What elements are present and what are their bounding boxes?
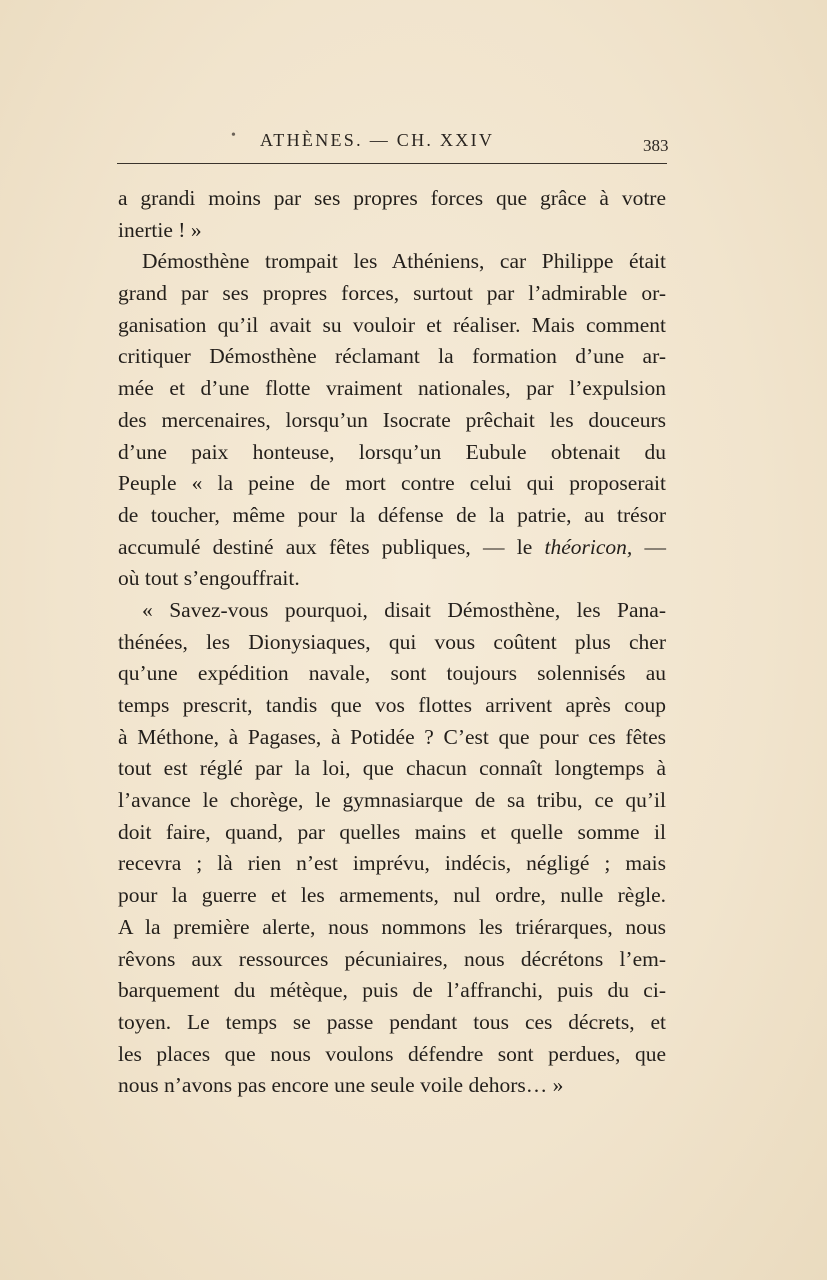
text-line: ganisation qu’il avait su vouloir et réaliser. Mais comment (118, 312, 666, 337)
body-text (118, 183, 666, 1102)
text-line: temps prescrit, tandis que vos flottes arrivent après coup (118, 693, 666, 717)
text-segment: accumulé destiné aux fêtes publiques, — le (118, 534, 545, 559)
text-line: barquement du métèque, puis de l’affranchi, puis du ci- (118, 978, 666, 1003)
text-line: tout est réglé par la loi, que chacun connaît longtemps à (118, 756, 666, 781)
paragraph-2 (118, 246, 666, 595)
text-line: critiquer Démosthène réclamant la formation d’une ar- (118, 344, 666, 369)
header-ornament: • (231, 128, 236, 143)
text-line: des mercenaires, lorsqu’un Isocrate prêchait les douceurs (118, 407, 666, 432)
header-rule (117, 163, 667, 164)
text-line: recevra ; là rien n’est imprévu, indécis, négligé ; mais (118, 851, 666, 876)
text-line: Démosthène trompait les Athéniens, car Philippe était (142, 249, 666, 274)
running-header (117, 128, 667, 156)
text-line: d’une paix honteuse, lorsqu’un Eubule obtenait du (118, 439, 666, 464)
paragraph-3 (118, 595, 666, 1102)
text-line: a grandi moins par ses propres forces que grâce à votre (118, 186, 666, 210)
text-line: pour la guerre et les armements, nul ordre, nulle règle. (118, 883, 666, 908)
italic-term: théoricon, (544, 534, 633, 559)
text-line: Peuple « la peine de mort contre celui qui proposerait (118, 471, 666, 496)
text-line: « Savez-vous pourquoi, disait Démosthène, les Pana- (142, 597, 666, 622)
text-line: grand par ses propres forces, surtout par l’admirable or- (118, 281, 666, 306)
page-number: 383 (643, 136, 669, 155)
text-line: où tout s’engouffrait. (118, 566, 300, 591)
text-line (118, 532, 666, 564)
text-line: à Méthone, à Pagases, à Potidée ? C’est que pour ces fêtes (118, 724, 666, 749)
text-line: inertie ! » (118, 217, 202, 242)
text-line: les places que nous voulons défendre sont perdues, que (118, 1041, 666, 1066)
text-segment: — (632, 534, 666, 559)
paragraph-1 (118, 183, 666, 246)
text-line: A la première alerte, nous nommons les triérarques, nous (118, 914, 666, 939)
text-line: nous n’avons pas encore une seule voile dehors… » (118, 1073, 564, 1098)
text-line: l’avance le chorège, le gymnasiarque de sa tribu, ce qu’il (118, 788, 666, 813)
text-line: toyen. Le temps se passe pendant tous ces décrets, et (118, 1009, 666, 1034)
running-title: ATHÈNES. — CH. XXIV (260, 130, 495, 150)
text-line: qu’une expédition navale, sont toujours solennisés au (118, 661, 666, 686)
text-line: doit faire, quand, par quelles mains et quelle somme il (118, 819, 666, 844)
text-line: thénées, les Dionysiaques, qui vous coûtent plus cher (118, 629, 666, 654)
text-line: de toucher, même pour la défense de la patrie, au trésor (118, 502, 666, 527)
text-line: mée et d’une flotte vraiment nationales, par l’expulsion (118, 376, 666, 401)
text-line: rêvons aux ressources pécuniaires, nous décrétons l’em- (118, 946, 666, 971)
